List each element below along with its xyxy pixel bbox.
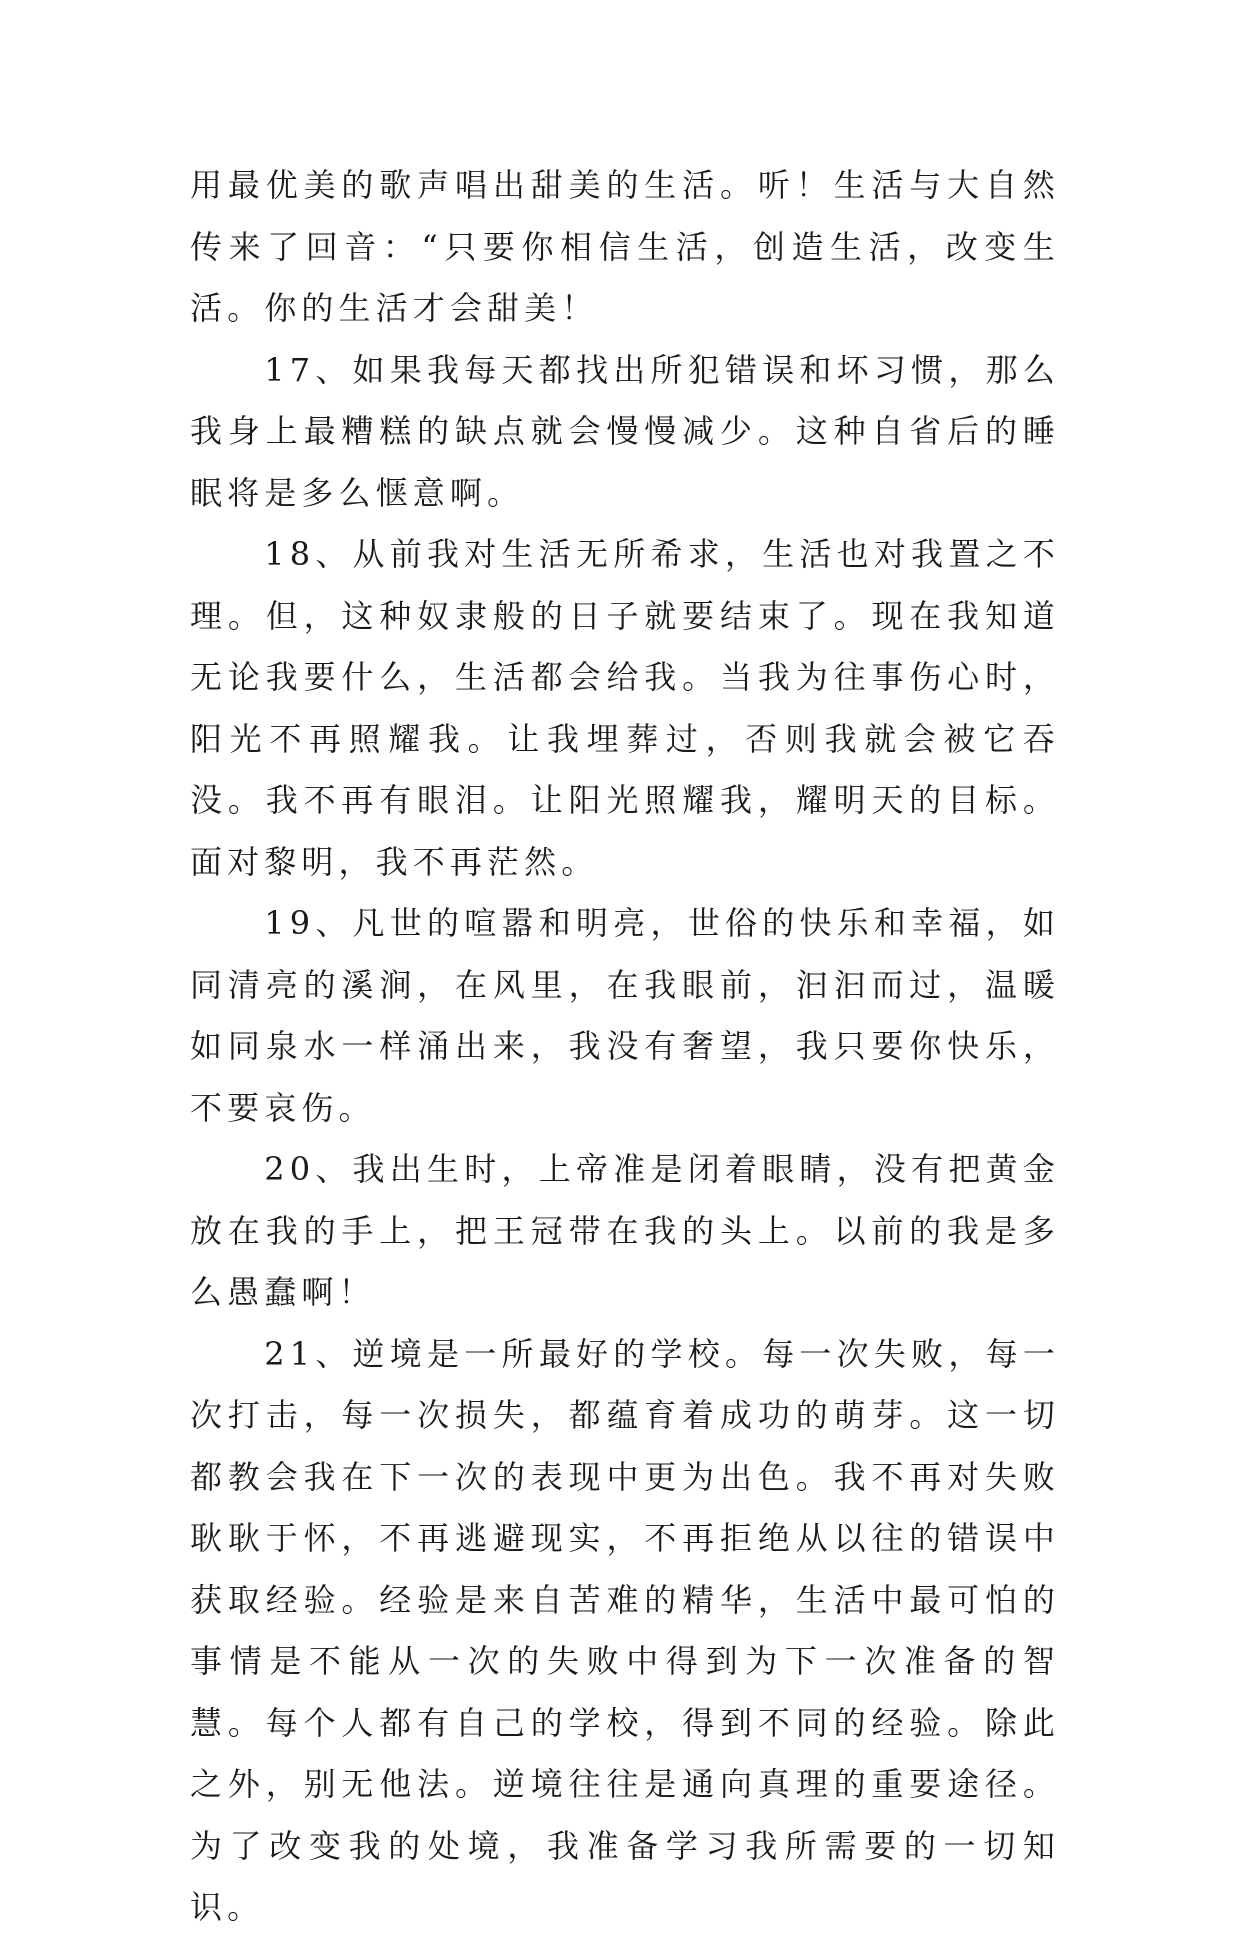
paragraph-18: 18、从前我对生活无所希求，生活也对我置之不理。但，这种奴隶般的日子就要结束了。现在我知道无论我要什么，生活都会给我。当我为往事伤心时，阳光不再照耀我。让我埋葬过，否则我就会被它吞没。我不再有眼泪。让阳光照耀我，耀明天的目标。面对黎明，我不再茫然。 xyxy=(190,535,1060,881)
document-body xyxy=(190,155,1060,1939)
paragraph-20: 20、我出生时，上帝准是闭着眼睛，没有把黄金放在我的手上，把王冠带在我的头上。以前的我是多么愚蠢啊！ xyxy=(190,1150,1060,1311)
paragraph-19: 19、凡世的喧嚣和明亮，世俗的快乐和幸福，如同清亮的溪涧，在风里，在我眼前，汩汩而过，温暖如同泉水一样涌出来，我没有奢望，我只要你快乐，不要哀伤。 xyxy=(190,904,1060,1127)
paragraph-continuation: 用最优美的歌声唱出甜美的生活。听！生活与大自然传来了回音：“只要你相信生活，创造生活，改变生活。你的生活才会甜美！ xyxy=(190,166,1060,327)
paragraph-17: 17、如果我每天都找出所犯错误和坏习惯，那么我身上最糟糕的缺点就会慢慢减少。这种自省后的睡眠将是多么惬意啊。 xyxy=(190,350,1060,512)
paragraph-21: 21、逆境是一所最好的学校。每一次失败，每一次打击，每一次损失，都蕴育着成功的萌芽。这一切都教会我在下一次的表现中更为出色。我不再对失败耿耿于怀，不再逃避现实，不再拒绝从以往的错误中获取经验。经验是来自苦难的精华，生活中最可怕的事情是不能从一次的失败中得到为下一次准备的智慧。每个人都有自己的学校，得到不同的经验。除此之外，别无他法。逆境往往是通向真理的重要途径。为了改变我的处境，我准备学习我所需要的一切知识。 xyxy=(190,1334,1060,1926)
